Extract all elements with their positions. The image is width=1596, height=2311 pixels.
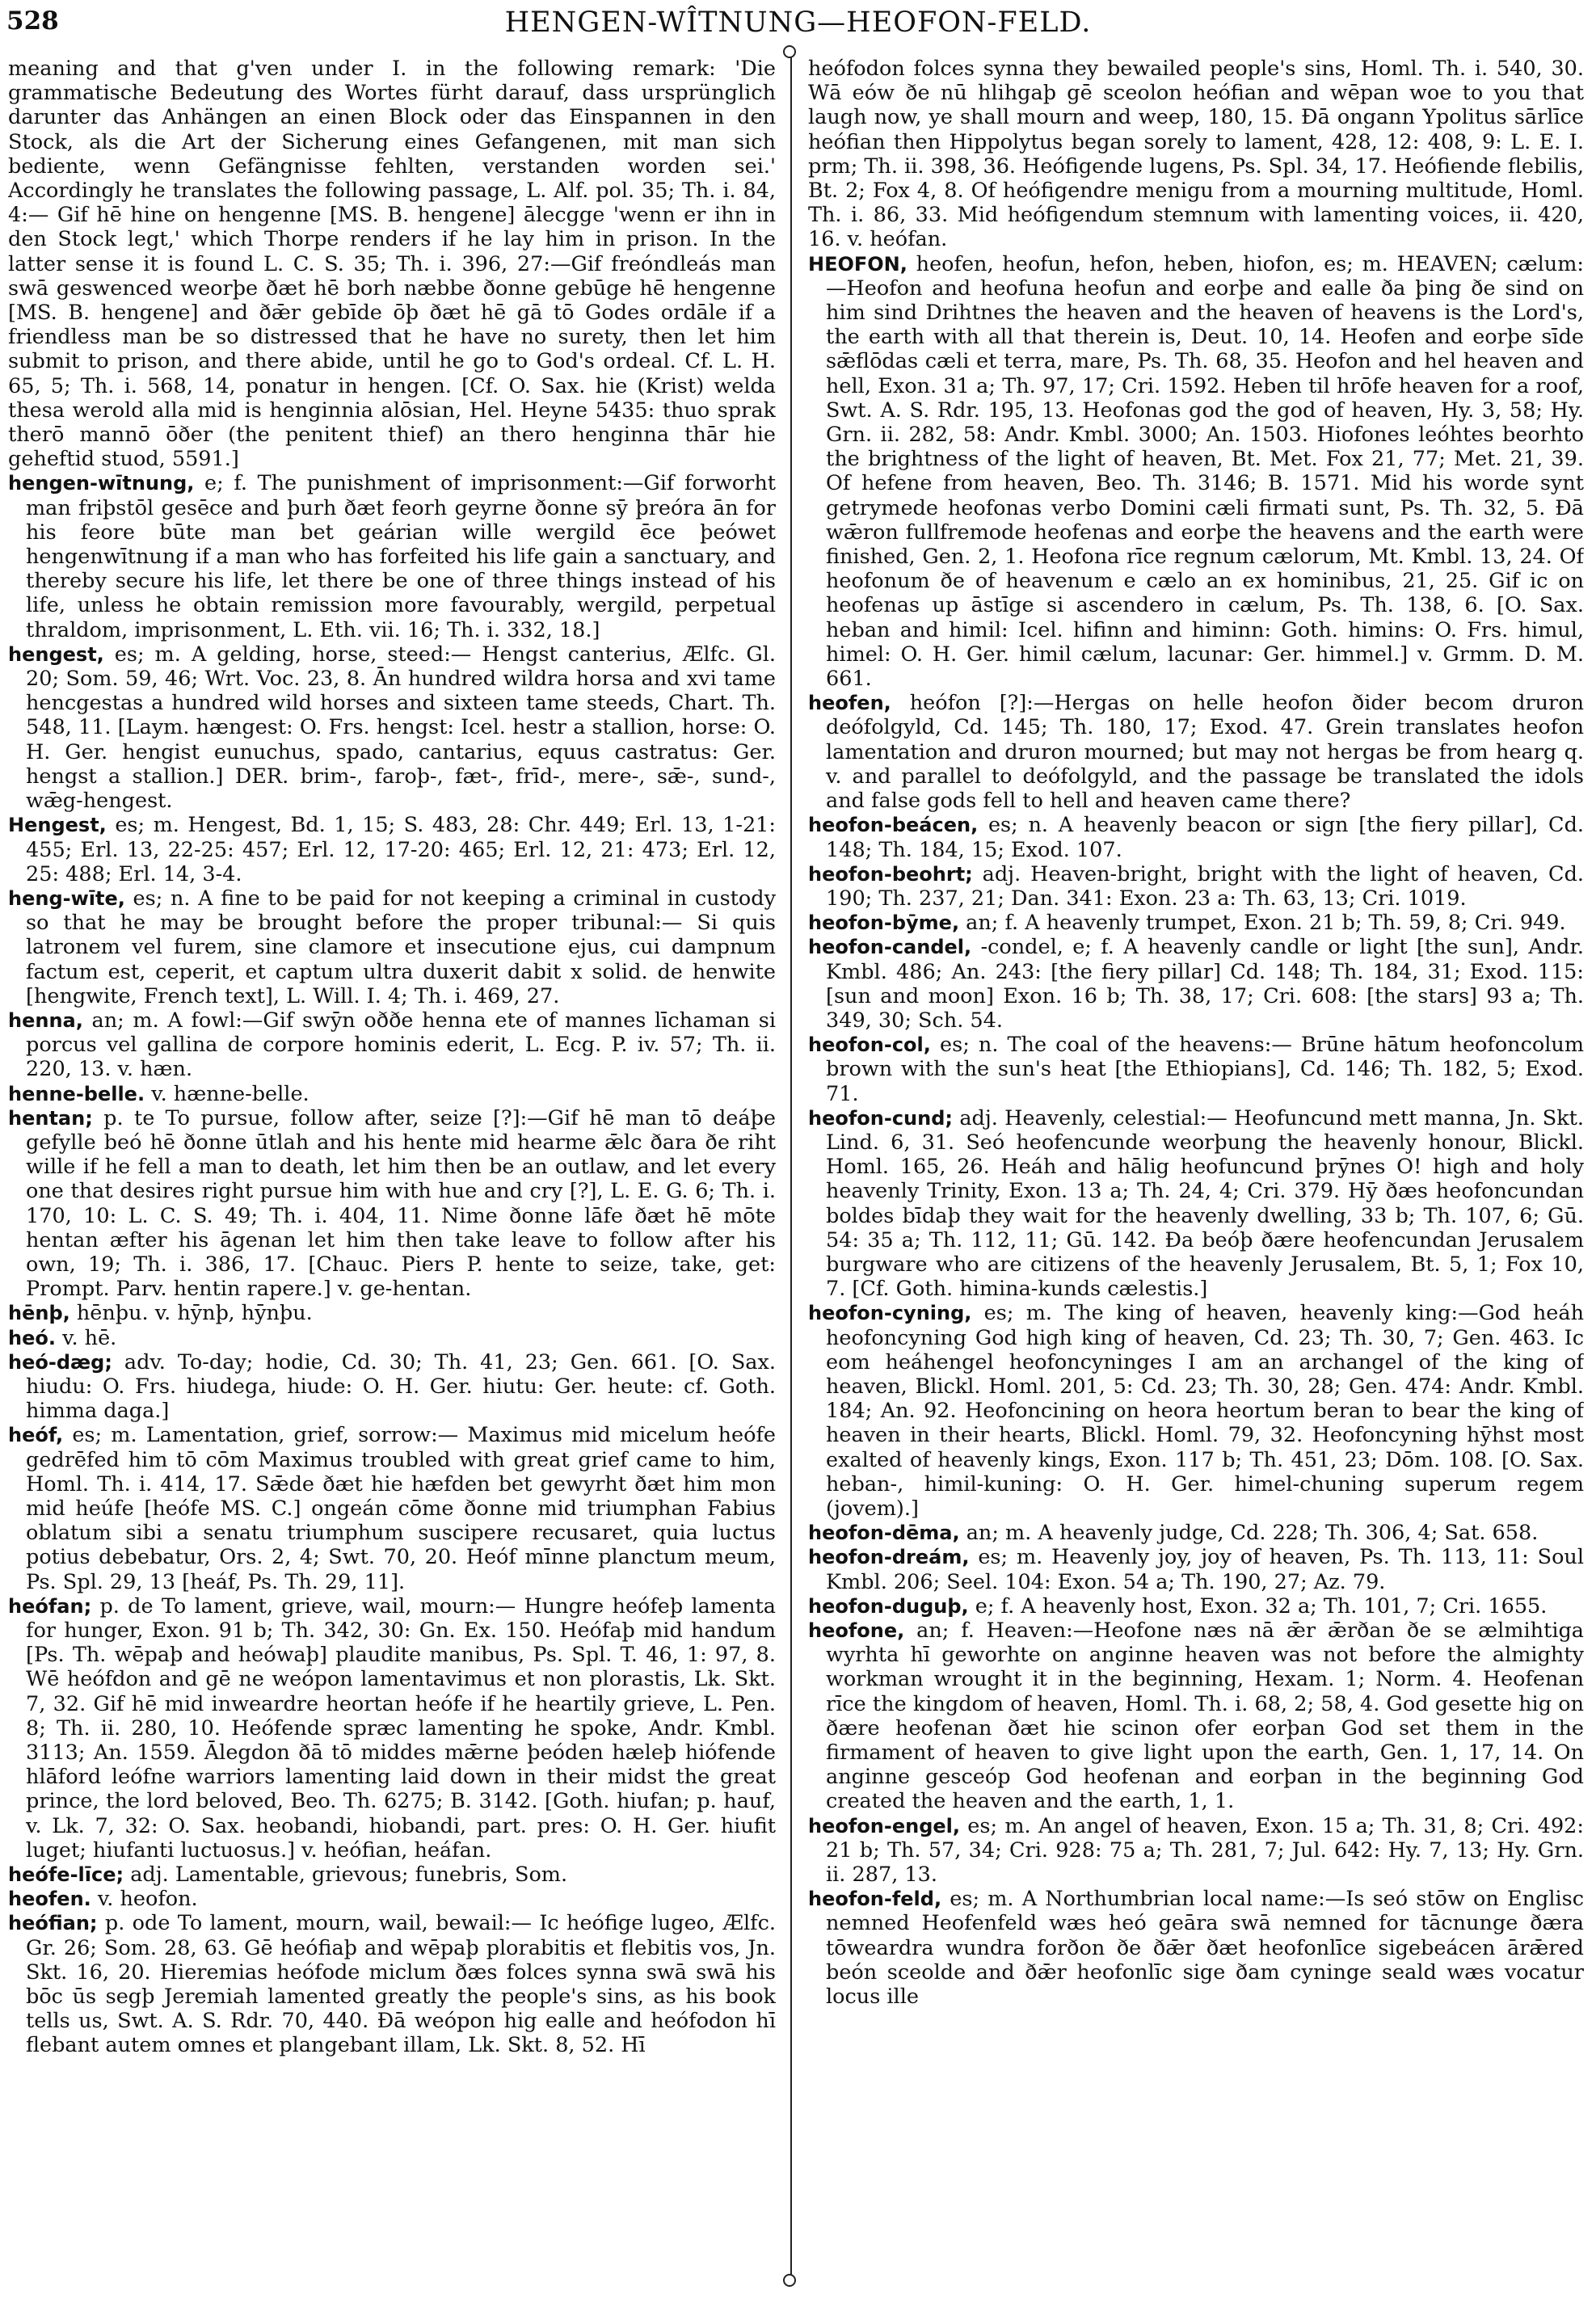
entry-text: heófodon folces synna they bewailed people's sins, Homl. Th. i. 540, 30. Wā eów ðe nū hlihgaþ gē sceolon heófian and wēpan woe to you that laugh now, ye shall mourn and weep, 180, 15. Ðā ongann Ypolitus sārlīce heófian then Hippolytus began sorely to lament, 428, 12: 408, 9: L. E. I. prm; Th. ii. 398, 36. Heófigende lugens, Ps. Spl. 34, 17. Heófiende flebilis, Bt. 2; Fox 4, 8. Of heófigendre menigu from a mourning multitude, Homl. Th. i. 86, 33. Mid heófigendum stemnum with lamenting voices, ii. 420, 16. v. heófan. [808,57,1584,252]
headword: heó-dæg; [8,1350,112,1374]
headword: heng-wīte, [8,886,125,910]
entry-text: es; n. A fine to be paid for not keeping a criminal in custody so that he may be brought before the proper tribunal:— Si quis latronem vel furem, sine clamore et insecutione ejus, cui dampnum factum est, ceperit, et captum ultra duxerit dabit x solid. de henwite [hengwite, French text], L. Will. I. 4; Th. i. 469, 27. [26,886,776,1008]
dictionary-entry [808,1301,1584,1521]
dictionary-entry [808,911,1584,935]
entry-text: heofen, heofun, hefon, heben, hiofon, es; m. HEAVEN; cælum:—Heofon and heofuna heofun and eorþe and ealle ða þing ðe sind on him sind Drihtnes the heaven and the heaven of heavens is the Lord's, the earth with all that therein is, Deut. 10, 14. Heofen and eorþe sīde sǣflōdas cæli et terra, mare, Ps. Th. 68, 35. Heofon and hel heaven and hell, Exon. 31 a; Th. 97, 17; Cri. 1592. Heben til hrōfe heaven for a roof, Swt. A. S. Rdr. 195, 13. Heofonas god the god of heaven, Hy. 3, 58; Hy. Grn. ii. 282, 58: Andr. Kmbl. 3000; An. 1503. Hiofones leóhtes beorhto the brightness of the light of heaven, Bt. Met. Fox 21, 77; Met. 21, 39. Of hefene from heaven, Beo. Th. 3146; B. 1571. Mid his worde synt getrymede heofonas verbo Domini cæli firmati sunt, Ps. Th. 32, 5. Ðā wǣron fullfremode heofenas and eorþe the heavens and the earth were finished, Gen. 2, 1. Heofona rīce regnum cælorum, Mt. Kmbl. 13, 24. Of heofonum ðe of heavenum e cælo an ex hominibus, 21, 25. Gif ic on heofenas up āstīge si ascendero in cælum, Ps. Th. 138, 6. [O. Sax. heban and himil: Icel. hifinn and himinn: Goth. himins: O. Frs. himul, himel: O. H. Ger. himil cælum, lacunar: Ger. himmel.] v. Grmm. D. M. 661. [826,251,1584,692]
headword: heofon-beácen, [808,814,979,837]
dictionary-entry [8,1594,776,1863]
headword: heó. [8,1326,56,1349]
entry-text: adj. Heaven-bright, bright with the light of heaven, Cd. 190; Th. 237, 21; Dan. 341: Exon. 23 a: Th. 63, 13; Cri. 1019. [826,861,1584,911]
headword: heóf, [8,1424,64,1447]
headword: heofon-dēma, [808,1522,960,1545]
entry-text: adv. To-day; hodie, Cd. 30; Th. 41, 23; Gen. 661. [O. Sax. hiudu: O. Frs. hiudega, hiude: O. H. Ger. hiutu: Ger. heute: cf. Goth. himma daga.] [26,1349,776,1424]
dictionary-entry [8,1301,776,1325]
headword: henne-belle. [8,1082,145,1105]
headword: heofon-beohrt; [808,862,973,886]
page-number: 528 [6,6,59,36]
headword: heofon-candel, [808,936,972,959]
dictionary-entry [808,935,1584,1033]
entry-text: an; f. Heaven:—Heofone næs nā ǣr ǣrðan ðe se ælmihtiga wyrhta hī geworhte on anginne heaven was not before the almighty workman wrought it in the beginning, Hexam. 1; Norm. 4. Heofenan rīce the kingdom of heaven, Homl. Th. i. 68, 2; 58, 4. God gesette hig on ðære heofenan ðæt hie scinon ofer eorþan God set them in the firmament of heaven to give light upon the earth, Gen. 1, 17, 14. On anginne gesceóp God heofenan and eorþan in the beginning God created the heaven and the earth, 1, 1. [826,1619,1584,1814]
entry-text: es; m. An angel of heaven, Exon. 15 a; Th. 31, 8; Cri. 492: 21 b; Th. 57, 34; Cri. 928: 75 a; Th. 281, 7; Jul. 642: Hy. 7, 13; Hy. Grn. ii. 287, 13. [826,1813,1584,1888]
entry-text: es; n. A heavenly beacon or sign [the fiery pillar], Cd. 148; Th. 184, 15; Exod. 107. [826,813,1584,862]
dictionary-entry [808,1521,1584,1545]
headword: heofon-duguþ, [808,1594,969,1618]
dictionary-entry [8,642,776,813]
dictionary-entry [8,57,776,471]
headword: heofon-bȳme, [808,911,960,935]
running-head: HENGEN-WÎTNUNG—HEOFON-FELD. [504,6,1092,39]
entry-text: p. ode To lament, mourn, wail, bewail:— Ic heófige lugeo, Ælfc. Gr. 26; Som. 28, 63. Gē heófiaþ and wēpaþ plorabitis et flebitis vos, Jn. Skt. 16, 20. Hieremias heófode miclum ðæs folces synna swā swā his bōc ūs segþ Jeremiah lamented greatly the people's sins, as his book tells us, Swt. A. S. Rdr. 70, 440. Ðā weópon hig ealle and heófodon hī flebant autem omnes et plangebant illam, Lk. Skt. 8, 52. Hī [26,1911,776,2058]
column-divider [790,50,792,2280]
headword: Hengest, [8,814,107,837]
entry-text: p. te To pursue, follow after, seize [?]:—Gif hē man tō deáþe gefylle beó hē ðonne ūtlah and his hente mid hearme ǣlc ðara ðe riht wille if he fell a man to death, let him then be an outlaw, and let every one that desires right pursue him with hue and cry [?], L. E. G. 6; Th. i. 170, 10: L. C. S. 49; Th. i. 404, 11. Nime ðonne lāfe ðæt hē mōte hentan æfter his āgenan let him then take leave to follow after his own, 19; Th. i. 386, 17. [Chauc. Piers P. hente to seize, take, get: Prompt. Parv. hentin rapere.] v. ge-hentan. [26,1105,776,1302]
entry-text: es; m. Heavenly joy, joy of heaven, Ps. Th. 113, 11: Soul Kmbl. 206; Seel. 104: Exon. 54 a; Th. 190, 27; Az. 79. [826,1545,1584,1594]
dictionary-entry [808,1619,1584,1814]
dictionary-entry [808,1033,1584,1106]
entry-text: adj. Heavenly, celestial:— Heofuncund mett manna, Jn. Skt. Lind. 6, 31. Seó heofencunde weorþung the heavenly honour, Blickl. Homl. 165, 26. Heáh and hālig heofuncund þrȳnes O! high and holy heavenly Trinity, Exon. 13 a; Th. 24, 4; Cri. 379. Hȳ ðæs heofoncundan boldes bīdaþ they wait for the heavenly dwelling, 33 b; Th. 107, 6; Gū. 54: 35 a; Th. 112, 11; Gū. 142. Ða beóþ ðære heofencundan Jerusalem burgware who are citizens of the heavenly Jerusalem, Bt. 5, 1; Fox 10, 7. [Cf. Goth. himina-kunds cælestis.] [826,1105,1584,1302]
dictionary-entry [8,886,776,1008]
entry-text: es; m. Lamentation, grief, sorrow:— Maximus mid micelum heófe gedrēfed him tō cōm Maximus troubled with great grief came to him, Homl. Th. i. 414, 17. Sǣde ðæt hie hæfden bet gewyrht ðæt him mon mid heúfe [heófe MS. C.] ongeán cōme ðonne mid triumphan Fabius oblatum sibi a senatu triumphum suscipere recusaret, quia luctus potius debebatur, Ors. 2, 4; Swt. 70, 20. Heóf mīnne planctum meum, Ps. Spl. 29, 13 [heáf, Ps. Th. 29, 11]. [26,1423,776,1594]
headword: henna, [8,1008,83,1032]
entry-text: heófon [?]:—Hergas on helle heofon ðider becom druron deófolgyld, Cd. 145; Th. 180, 17; Exod. 47. Grein translates heofon lamentation and druron mourned; but may not hergas be from hearg q. v. and parallel to deófolgyld, and the passage be translated the idols and false gods fell to hell and heaven came there? [826,691,1584,814]
entry-text: v. hē. [62,1325,117,1350]
dictionary-entry [808,57,1584,252]
entry-text: meaning and that g'ven under I. in the following remark: 'Die grammatische Bedeutung des Wortes fürht darauf, dass ursprünglich darunter das Anhängen an einen Block oder das Einspannen in den Stock, als die Art der Sicherung eines Gefangenen, mit man sich bediente, wenn Gefängnisse fehlten, verstanden worden sei.' Accordingly he translates the following passage, L. Alf. pol. 35; Th. i. 84, 4:— Gif hē hine on hengenne [MS. B. hengene] ālecgge 'wenn er ihn in den Stock legt,' which Thorpe renders if he lay him in prison. In the latter sense it is found L. C. S. 35; Th. i. 396, 27:—Gif freóndleás man swā geswenced weorþe ðæt hē borh næbbe ðonne gebūge hē hengenne [MS. B. hengene] and ðǣr gebīde ōþ ðæt hē gā tō Godes ordāle if a friendless man be so distressed that he have no surety, then let him submit to prison, and there abide, until he go to God's ordeal. Cf. L. H. 65, 5; Th. i. 568, 14, ponatur in hengen. [Cf. O. Sax. hie (Krist) welda thesa werold alla mid is henginnia alōsian, Hel. Heyne 5435: thuo sprak therō mannō ōðer (the penitent thief) an thero henginna thār hie geheftid stuod, 5591.] [8,57,776,472]
entry-text: an; m. A heavenly judge, Cd. 228; Th. 306, 4; Sat. 658. [966,1521,1539,1546]
entry-text: -condel, e; f. A heavenly candle or light [the sun], Andr. Kmbl. 486; An. 243: [the fiery pillar] Cd. 148; Th. 184, 31; Exod. 115: [sun and moon] Exon. 16 b; Th. 38, 17; Cri. 608: [the stars] 93 a; Th. 349, 30; Sch. 54. [826,935,1584,1033]
left-column [8,57,776,2271]
dictionary-entry [8,1082,776,1106]
divider-bottom-ornament-icon [783,2274,796,2287]
headword: heófian; [8,1912,98,1935]
entry-text: hēnþu. v. hȳnþ, hȳnþu. [76,1301,313,1326]
dictionary-entry [8,1008,776,1082]
dictionary-entry [8,1863,776,1887]
dictionary-entry [8,1326,776,1350]
headword: heofon-col, [808,1033,931,1057]
headword: hēnþ, [8,1302,70,1325]
entry-text: v. heofon. [97,1887,198,1912]
dictionary-entry [8,1911,776,2057]
dictionary-entry [808,1106,1584,1302]
dictionary-entry [8,1423,776,1593]
dictionary-entry [8,1887,776,1911]
headword: heofen, [808,692,891,715]
entry-text: es; n. The coal of the heavens:— Brūne hātum heofoncolum brown with the sun's heat [the Ethiopians], Cd. 146; Th. 182, 5; Exod. 71. [826,1033,1584,1106]
headword: heofon-cund; [808,1106,954,1130]
headword: hentan; [8,1106,93,1130]
entry-text: v. hænne-belle. [151,1081,310,1106]
dictionary-entry [8,1106,776,1302]
headword: hengest, [8,642,104,666]
headword: heofon-engel, [808,1814,960,1837]
headword: heofon-feld, [808,1888,942,1911]
entry-text: e; f. The punishment of imprisonment:—Gif forworht man friþstōl gesēce and þurh ðæt feorh geyrne ðonne sȳ þreóra ān for his feore būte man bet geárian wille wergild ēce þeówet hengenwītnung if a man who has forfeited his life gain a sanctuary, and thereby secure his life, let there be one of three things instead of his life, unless he obtain remission more favourably, wergild, perpetual thraldom, imprisonment, L. Eth. vii. 16; Th. i. 332, 18.] [26,471,776,642]
dictionary-entry [808,1887,1584,2009]
dictionary-entry [8,471,776,642]
dictionary-entry [808,1545,1584,1593]
entry-text: es; m. A gelding, horse, steed:— Hengst canterius, Ælfc. Gl. 20; Som. 59, 46; Wrt. Voc. 23, 8. Ān hundred wildra horsa and xvi tame hencgestas a hundred wild horses and sixteen tame steeds, Chart. Th. 548, 11. [Laym. hængest: O. Frs. hengst: Icel. hestr a stallion, horse: O. H. Ger. hengist eunuchus, spado, cantarius, equus castratus: Ger. hengst a stallion.] DER. brim-, faroþ-, fæt-, frīd-, mere-, sǣ-, sund-, wǣg-hengest. [26,642,776,814]
entry-text: an; m. A fowl:—Gif swȳn oððe henna ete of mannes līchaman si porcus vel gallina de corpore hominis ederit, L. Ecg. P. iv. 57; Th. ii. 220, 13. v. hæn. [26,1008,776,1082]
entry-text: es; m. A Northumbrian local name:—Is seó stōw on Englisc nemned Heofenfeld wæs heó geāra swā nemned for tācnunge ðæra tōweardra wundra forðon ðe ðǣr ðæt heofonlīce sigebeácen ārǣred beón sceolde and ðǣr heofonlīc sige ðam cyninge seald wæs vocatur locus ille [826,1887,1584,2010]
dictionary-entry [8,1350,776,1424]
dictionary-entry [808,813,1584,861]
dictionary-entry [808,862,1584,911]
dictionary-entry [808,1594,1584,1619]
headword: heofon-cyning, [808,1302,972,1325]
dictionary-entry [808,252,1584,692]
dictionary-entry [808,691,1584,813]
entry-text: e; f. A heavenly host, Exon. 32 a; Th. 101, 7; Cri. 1655. [975,1593,1548,1619]
entry-text: es; m. Hengest, Bd. 1, 15; S. 483, 28: Chr. 449; Erl. 13, 1-21: 455; Erl. 13, 22-25: 457; Erl. 12, 17-20: 465; Erl. 12, 21: 473; Erl. 12, 25: 488; Erl. 14, 3-4. [26,813,776,886]
headword: heófe-līce; [8,1863,124,1887]
entry-text: an; f. A heavenly trumpet, Exon. 21 b; Th. 59, 8; Cri. 949. [966,911,1566,936]
headword: heofon-dreám, [808,1546,970,1569]
headword: heofen. [8,1888,91,1911]
divider-top-ornament-icon [783,45,796,58]
entry-text: adj. Lamentable, grievous; funebris, Som. [130,1863,568,1888]
headword: hengen-wītnung, [8,472,195,495]
entry-text: p. de To lament, grieve, wail, mourn:— Hungre heófeþ lamenta for hunger, Exon. 91 b; Th. 342, 30: Gn. Ex. 150. Heófaþ mid handum [Ps. Th. wēpaþ and heówaþ] plaudite manibus, Ps. Spl. T. 46, 1: 97, 8. Wē heófdon and gē ne weópon lamentavimus et non plorastis, Lk. Skt. 7, 32. Gif hē mid inweardre heortan heófe if he heartily grieve, L. Pen. 8; Th. ii. 280, 10. Heófende spræc lamenting he spoke, Andr. Kmbl. 3113; An. 1559. Ālegdon ðā tō middes mǣrne þeóden hæleþ hiófende hlāford leófne warriors lamenting laid down in their midst the great prince, the lord beloved, Beo. Th. 6275; B. 3142. [Goth. hiufan; p. hauf, v. Lk. 7, 32: O. Sax. heobandi, hiobandi, part. pres: O. H. Ger. hiufit luget; hiufanti luctuosus.] v. heófian, heáfan. [26,1593,776,1863]
dictionary-entry [808,1814,1584,1888]
headword: heófan; [8,1594,92,1618]
entry-text: es; m. The king of heaven, heavenly king:—God heáh heofoncyning God high king of heaven, Cd. 23; Th. 30, 7; Gen. 463. Ic eom heáhengel heofoncyninges I am an archangel of the king of heaven, Blickl. Homl. 201, 5: Cd. 23; Th. 30, 28; Gen. 474: Andr. Kmbl. 184; An. 92. Heofoncining on heora heortum beran to bear the king of heaven in their hearts, Blickl. Homl. 79, 32. Heofoncyning hȳhst most exalted of heavenly kings, Exon. 117 b; Th. 451, 23; Dōm. 108. [O. Sax. heban-, himil-kuning: O. H. Ger. himel-chuning superum regem (jovem).] [826,1301,1584,1521]
page-header [0,6,1596,42]
dictionary-entry [8,813,776,886]
right-column [808,57,1584,2271]
headword: heofone, [808,1619,905,1642]
headword: HEOFON, [808,252,907,276]
